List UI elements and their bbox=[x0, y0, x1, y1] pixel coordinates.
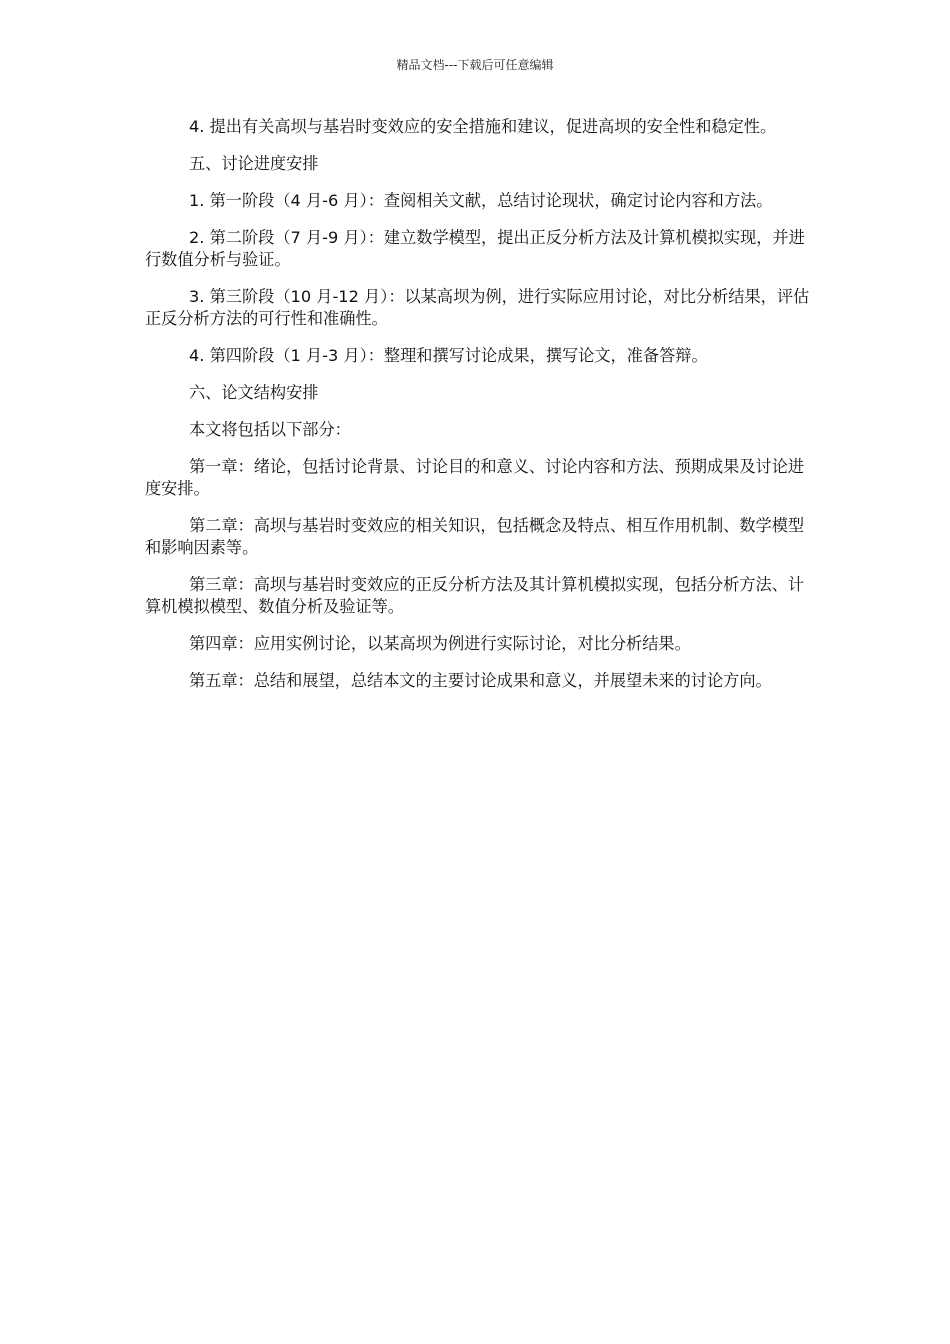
paragraph-intro: 本文将包括以下部分： bbox=[189, 420, 351, 439]
paragraph-chapter-4: 第四章：应用实例讨论，以某高坝为例进行实际讨论，对比分析结果。 bbox=[189, 634, 691, 653]
paragraph-stage-1: 1. 第一阶段（4 月-6 月）：查阅相关文献，总结讨论现状，确定讨论内容和方法。 bbox=[189, 191, 773, 210]
document-body bbox=[145, 116, 820, 707]
paragraph-chapter-1: 第一章：绪论，包括讨论背景、讨论目的和意义、讨论内容和方法、预期成果及讨论进度安排。 bbox=[145, 457, 805, 498]
paragraph-stage-3: 3. 第三阶段（10 月-12 月）：以某高坝为例，进行实际应用讨论，对比分析结果，评估正反分析方法的可行性和准确性。 bbox=[145, 287, 810, 328]
paragraph-stage-2: 2. 第二阶段（7 月-9 月）：建立数学模型，提出正反分析方法及计算机模拟实现，并进行数值分析与验证。 bbox=[145, 228, 805, 269]
section-heading-structure: 六、论文结构安排 bbox=[189, 383, 319, 402]
page-header: 精品文档---下载后可任意编辑 bbox=[396, 58, 554, 72]
paragraph-chapter-2: 第二章：高坝与基岩时变效应的相关知识，包括概念及特点、相互作用机制、数学模型和影响因素等。 bbox=[145, 516, 805, 557]
paragraph-chapter-3: 第三章：高坝与基岩时变效应的正反分析方法及其计算机模拟实现，包括分析方法、计算机模拟模型、数值分析及验证等。 bbox=[145, 575, 805, 616]
paragraph-chapter-5: 第五章：总结和展望，总结本文的主要讨论成果和意义，并展望未来的讨论方向。 bbox=[189, 671, 772, 690]
paragraph-measure-4: 4. 提出有关高坝与基岩时变效应的安全措施和建议，促进高坝的安全性和稳定性。 bbox=[189, 117, 777, 136]
section-heading-schedule: 五、讨论进度安排 bbox=[189, 154, 319, 173]
paragraph-stage-4: 4. 第四阶段（1 月-3 月）：整理和撰写讨论成果，撰写论文，准备答辩。 bbox=[189, 346, 708, 365]
